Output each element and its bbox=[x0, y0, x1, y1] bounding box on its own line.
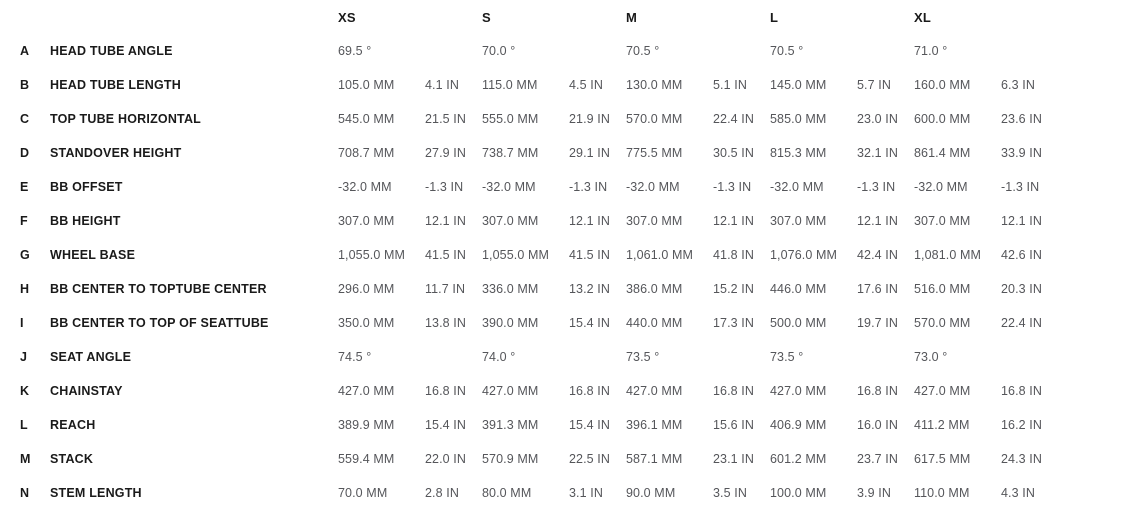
row-label: REACH bbox=[50, 418, 96, 432]
value-mm: 70.5 ° bbox=[626, 44, 660, 58]
value-in: -1.3 IN bbox=[713, 180, 752, 194]
value-in: 12.1 IN bbox=[425, 214, 467, 228]
value-mm: 601.2 MM bbox=[770, 452, 827, 466]
value-in: 17.3 IN bbox=[713, 316, 755, 330]
table-row-e bbox=[20, 170, 1136, 204]
value-mm: 570.0 MM bbox=[914, 316, 971, 330]
table-row-b bbox=[20, 68, 1136, 102]
value-in: 16.8 IN bbox=[1001, 384, 1043, 398]
value-in: 16.8 IN bbox=[713, 384, 755, 398]
value-mm: 500.0 MM bbox=[770, 316, 827, 330]
value-in: 12.1 IN bbox=[713, 214, 755, 228]
value-mm: 307.0 MM bbox=[482, 214, 539, 228]
value-mm: 738.7 MM bbox=[482, 146, 539, 160]
value-mm: -32.0 MM bbox=[482, 180, 536, 194]
value-mm: 427.0 MM bbox=[914, 384, 971, 398]
value-in: 16.0 IN bbox=[857, 418, 899, 432]
value-mm: 555.0 MM bbox=[482, 112, 539, 126]
value-in: 16.8 IN bbox=[857, 384, 899, 398]
value-in: 3.9 IN bbox=[857, 486, 891, 500]
value-mm: 775.5 MM bbox=[626, 146, 683, 160]
value-in: 19.7 IN bbox=[857, 316, 899, 330]
value-mm: 336.0 MM bbox=[482, 282, 539, 296]
value-in: 23.1 IN bbox=[713, 452, 755, 466]
value-mm: 390.0 MM bbox=[482, 316, 539, 330]
value-in: 11.7 IN bbox=[425, 282, 466, 296]
value-in: 42.6 IN bbox=[1001, 248, 1043, 262]
value-mm: 1,055.0 MM bbox=[482, 248, 550, 262]
value-mm: 386.0 MM bbox=[626, 282, 683, 296]
value-mm: 350.0 MM bbox=[338, 316, 395, 330]
value-in: 3.1 IN bbox=[569, 486, 603, 500]
value-mm: -32.0 MM bbox=[914, 180, 968, 194]
value-mm: 570.9 MM bbox=[482, 452, 539, 466]
row-label: BB CENTER TO TOPTUBE CENTER bbox=[50, 282, 267, 296]
size-header-xs: XS bbox=[338, 9, 356, 25]
value-in: 22.4 IN bbox=[1001, 316, 1043, 330]
value-mm: 90.0 MM bbox=[626, 486, 676, 500]
value-mm: 115.0 MM bbox=[482, 78, 538, 92]
value-in: 5.1 IN bbox=[713, 78, 747, 92]
value-mm: 307.0 MM bbox=[770, 214, 827, 228]
value-mm: 73.5 ° bbox=[770, 350, 804, 364]
value-in: 27.9 IN bbox=[425, 146, 467, 160]
value-mm: 559.4 MM bbox=[338, 452, 395, 466]
size-header-l: L bbox=[770, 9, 779, 25]
row-letter: G bbox=[20, 248, 30, 262]
value-in: 15.4 IN bbox=[425, 418, 467, 432]
value-in: 5.7 IN bbox=[857, 78, 891, 92]
value-mm: 69.5 ° bbox=[338, 44, 372, 58]
table-row-i bbox=[20, 306, 1136, 340]
value-mm: 296.0 MM bbox=[338, 282, 395, 296]
value-mm: 391.3 MM bbox=[482, 418, 539, 432]
value-mm: 516.0 MM bbox=[914, 282, 971, 296]
value-mm: 307.0 MM bbox=[338, 214, 395, 228]
value-in: 42.4 IN bbox=[857, 248, 899, 262]
value-mm: 1,081.0 MM bbox=[914, 248, 982, 262]
value-mm: 411.2 MM bbox=[914, 418, 970, 432]
value-mm: 80.0 MM bbox=[482, 486, 532, 500]
value-in: 23.7 IN bbox=[857, 452, 899, 466]
value-mm: -32.0 MM bbox=[626, 180, 680, 194]
value-in: 16.2 IN bbox=[1001, 418, 1043, 432]
value-mm: 1,055.0 MM bbox=[338, 248, 406, 262]
value-in: 24.3 IN bbox=[1001, 452, 1043, 466]
value-mm: 73.5 ° bbox=[626, 350, 660, 364]
value-in: 12.1 IN bbox=[1001, 214, 1043, 228]
value-mm: 427.0 MM bbox=[482, 384, 539, 398]
value-mm: 110.0 MM bbox=[914, 486, 970, 500]
value-in: 12.1 IN bbox=[857, 214, 899, 228]
value-mm: 406.9 MM bbox=[770, 418, 827, 432]
value-mm: -32.0 MM bbox=[338, 180, 392, 194]
value-mm: 145.0 MM bbox=[770, 78, 827, 92]
row-label: WHEEL BASE bbox=[50, 248, 136, 262]
table-row-j bbox=[20, 340, 1136, 374]
value-in: -1.3 IN bbox=[857, 180, 896, 194]
table-row-a bbox=[20, 34, 1136, 68]
table-row-c bbox=[20, 102, 1136, 136]
value-mm: 100.0 MM bbox=[770, 486, 827, 500]
row-label: CHAINSTAY bbox=[50, 384, 123, 398]
value-mm: 307.0 MM bbox=[626, 214, 683, 228]
value-mm: 545.0 MM bbox=[338, 112, 395, 126]
value-in: 17.6 IN bbox=[857, 282, 899, 296]
table-row-h bbox=[20, 272, 1136, 306]
row-letter: F bbox=[20, 214, 28, 228]
row-letter: A bbox=[20, 44, 30, 58]
value-mm: 440.0 MM bbox=[626, 316, 683, 330]
row-label: SEAT ANGLE bbox=[50, 350, 132, 364]
value-in: 23.6 IN bbox=[1001, 112, 1043, 126]
value-in: 15.6 IN bbox=[713, 418, 755, 432]
value-mm: 74.0 ° bbox=[482, 350, 516, 364]
value-in: 15.2 IN bbox=[713, 282, 755, 296]
row-letter: L bbox=[20, 418, 28, 432]
table-row-n bbox=[20, 476, 1136, 510]
value-in: 22.5 IN bbox=[569, 452, 611, 466]
value-mm: 570.0 MM bbox=[626, 112, 683, 126]
value-mm: 427.0 MM bbox=[338, 384, 395, 398]
value-in: 16.8 IN bbox=[425, 384, 467, 398]
row-label: BB CENTER TO TOP OF SEATTUBE bbox=[50, 316, 269, 330]
size-header-xl: XL bbox=[914, 9, 932, 25]
table-body bbox=[20, 34, 1136, 510]
table-row-g bbox=[20, 238, 1136, 272]
value-in: 20.3 IN bbox=[1001, 282, 1043, 296]
value-in: 13.8 IN bbox=[425, 316, 467, 330]
size-header-m: M bbox=[626, 9, 638, 25]
value-mm: 427.0 MM bbox=[770, 384, 827, 398]
value-in: 4.5 IN bbox=[569, 78, 603, 92]
value-mm: 70.5 ° bbox=[770, 44, 804, 58]
value-in: -1.3 IN bbox=[425, 180, 464, 194]
row-label: STANDOVER HEIGHT bbox=[50, 146, 182, 160]
value-mm: 70.0 MM bbox=[338, 486, 388, 500]
value-mm: 74.5 ° bbox=[338, 350, 372, 364]
row-label: HEAD TUBE ANGLE bbox=[50, 44, 173, 58]
table-row-l bbox=[20, 408, 1136, 442]
value-mm: 585.0 MM bbox=[770, 112, 827, 126]
value-in: 41.5 IN bbox=[425, 248, 467, 262]
value-in: 13.2 IN bbox=[569, 282, 611, 296]
value-mm: 130.0 MM bbox=[626, 78, 683, 92]
value-in: 15.4 IN bbox=[569, 316, 611, 330]
value-in: 22.0 IN bbox=[425, 452, 467, 466]
value-mm: 307.0 MM bbox=[914, 214, 971, 228]
table-row-f bbox=[20, 204, 1136, 238]
value-in: -1.3 IN bbox=[569, 180, 608, 194]
row-letter: I bbox=[20, 316, 24, 330]
value-in: 4.1 IN bbox=[425, 78, 459, 92]
row-letter: N bbox=[20, 486, 30, 500]
value-mm: 105.0 MM bbox=[338, 78, 395, 92]
value-in: 22.4 IN bbox=[713, 112, 755, 126]
value-mm: 600.0 MM bbox=[914, 112, 971, 126]
row-letter: K bbox=[20, 384, 30, 398]
value-mm: 1,076.0 MM bbox=[770, 248, 838, 262]
value-in: 30.5 IN bbox=[713, 146, 755, 160]
value-mm: 427.0 MM bbox=[626, 384, 683, 398]
value-in: 21.9 IN bbox=[569, 112, 611, 126]
value-in: 16.8 IN bbox=[569, 384, 611, 398]
value-in: 12.1 IN bbox=[569, 214, 611, 228]
row-letter: D bbox=[20, 146, 30, 160]
value-mm: 815.3 MM bbox=[770, 146, 827, 160]
value-in: 6.3 IN bbox=[1001, 78, 1035, 92]
row-label: STACK bbox=[50, 452, 94, 466]
value-mm: 1,061.0 MM bbox=[626, 248, 694, 262]
value-in: 41.5 IN bbox=[569, 248, 611, 262]
value-mm: 708.7 MM bbox=[338, 146, 395, 160]
table-row-k bbox=[20, 374, 1136, 408]
value-in: 21.5 IN bbox=[425, 112, 467, 126]
value-mm: 389.9 MM bbox=[338, 418, 395, 432]
row-label: STEM LENGTH bbox=[50, 486, 142, 500]
table-row-m bbox=[20, 442, 1136, 476]
row-letter: C bbox=[20, 112, 30, 126]
value-mm: 446.0 MM bbox=[770, 282, 827, 296]
row-label: BB OFFSET bbox=[50, 180, 123, 194]
value-in: 29.1 IN bbox=[569, 146, 611, 160]
value-mm: 396.1 MM bbox=[626, 418, 683, 432]
value-in: 32.1 IN bbox=[857, 146, 899, 160]
table-row-d bbox=[20, 136, 1136, 170]
value-in: 41.8 IN bbox=[713, 248, 755, 262]
value-in: 2.8 IN bbox=[425, 486, 459, 500]
row-letter: E bbox=[20, 180, 29, 194]
table-header-row bbox=[20, 0, 1136, 34]
size-header-s: S bbox=[482, 9, 491, 25]
value-in: 4.3 IN bbox=[1001, 486, 1035, 500]
value-mm: 70.0 ° bbox=[482, 44, 516, 58]
value-mm: 861.4 MM bbox=[914, 146, 971, 160]
value-in: 33.9 IN bbox=[1001, 146, 1043, 160]
value-mm: 160.0 MM bbox=[914, 78, 971, 92]
row-label: BB HEIGHT bbox=[50, 214, 121, 228]
row-letter: H bbox=[20, 282, 30, 296]
row-letter: M bbox=[20, 452, 31, 466]
row-label: TOP TUBE HORIZONTAL bbox=[50, 112, 202, 126]
value-mm: -32.0 MM bbox=[770, 180, 824, 194]
value-mm: 71.0 ° bbox=[914, 44, 948, 58]
value-in: 15.4 IN bbox=[569, 418, 611, 432]
value-mm: 73.0 ° bbox=[914, 350, 948, 364]
row-label: HEAD TUBE LENGTH bbox=[50, 78, 181, 92]
value-in: 23.0 IN bbox=[857, 112, 899, 126]
row-letter: B bbox=[20, 78, 30, 92]
value-in: 3.5 IN bbox=[713, 486, 747, 500]
row-letter: J bbox=[20, 350, 27, 364]
value-in: -1.3 IN bbox=[1001, 180, 1040, 194]
value-mm: 587.1 MM bbox=[626, 452, 683, 466]
value-mm: 617.5 MM bbox=[914, 452, 971, 466]
